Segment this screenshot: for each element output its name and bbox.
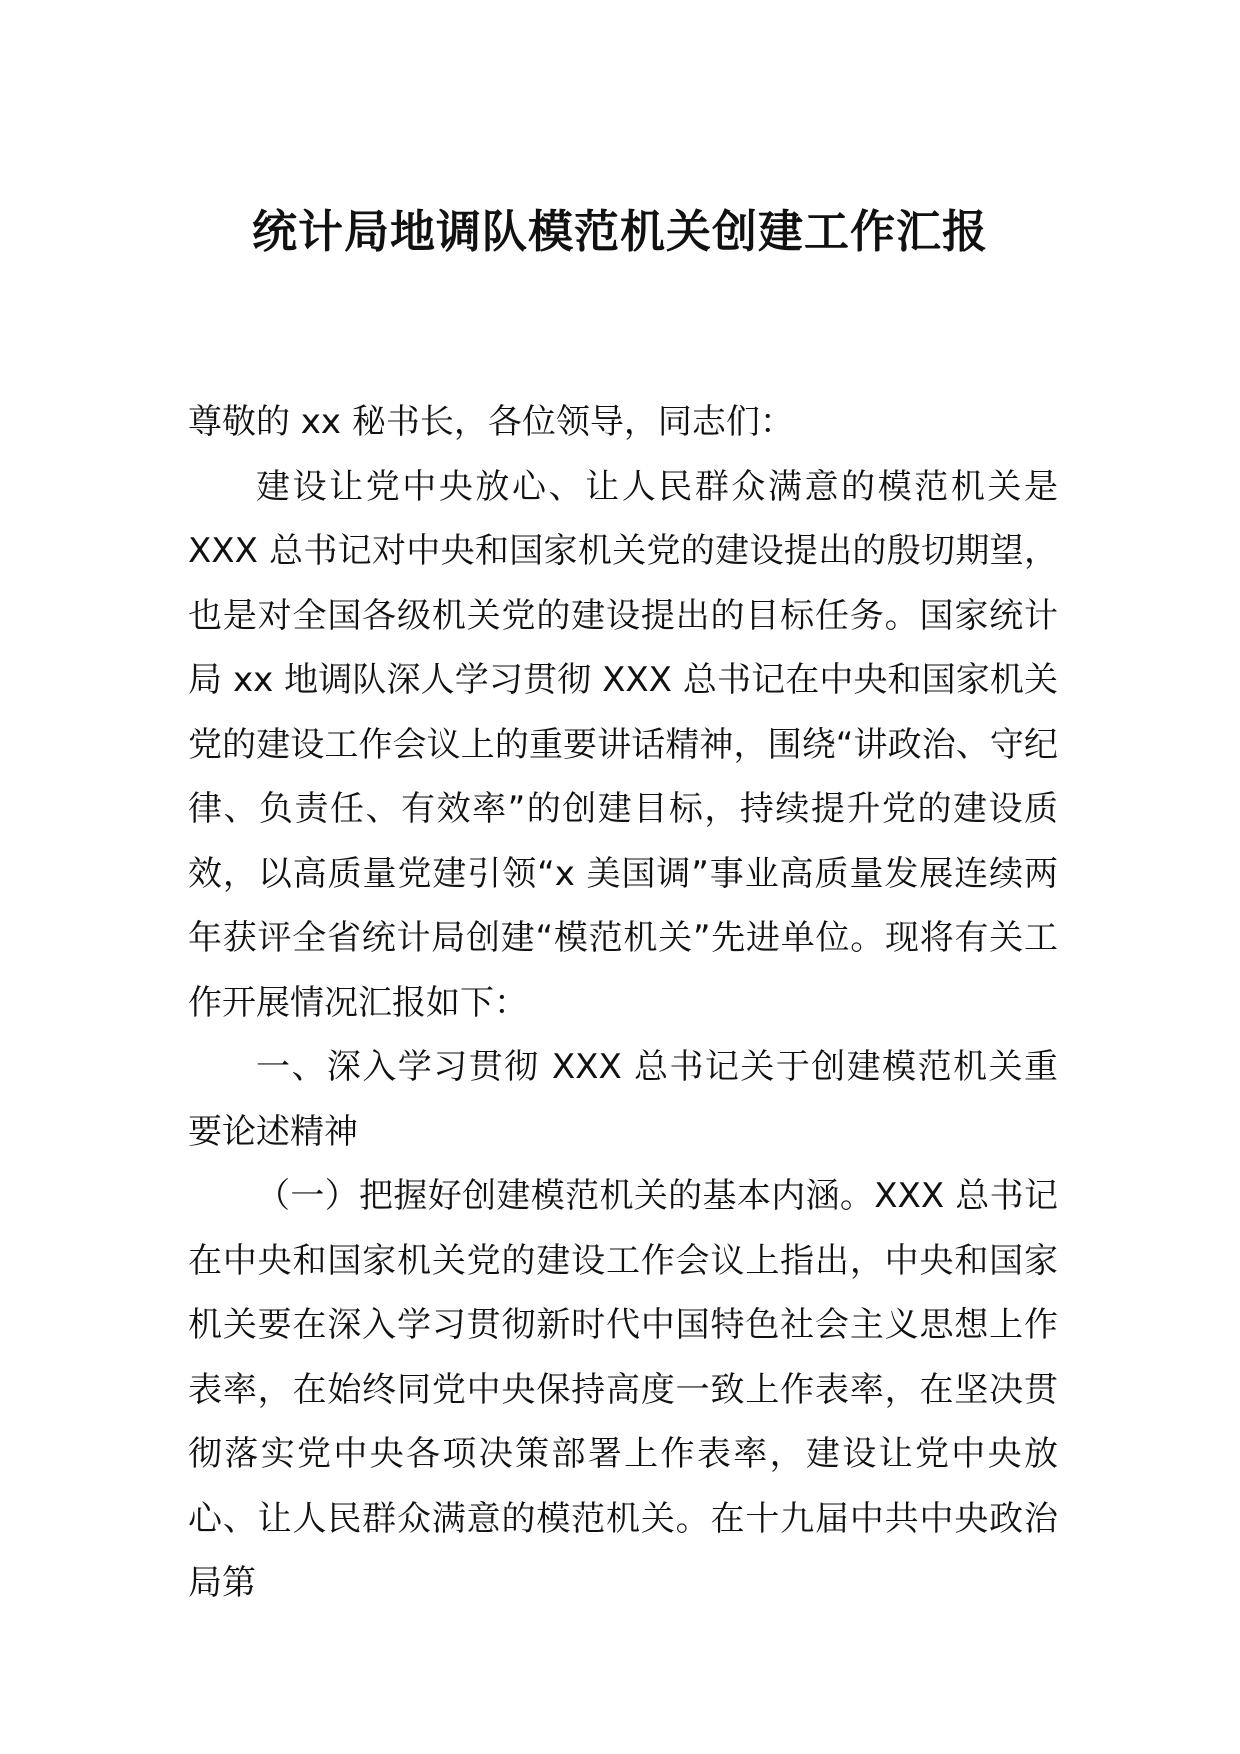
salutation: 尊敬的 xx 秘书长，各位领导，同志们： [188,402,794,442]
paragraph-subsection-1: （一）把握好创建模范机关的基本内涵。XXX 总书记在中央和国家机关党的建设工作会议上指出，中央和国家机关要在深入学习贯彻新时代中国特色社会主义思想上作表率，在始终同党中央保持高度一致上作表率，在坚决贯彻落实党中央各项决策部署上作表率，建设让党中央放心、让人民群众满意的模范机关。在十九届中共中央政治局第 [188,1176,1058,1603]
paragraph-intro: 建设让党中央放心、让人民群众满意的模范机关是 XXX 总书记对中央和国家机关党的建设提出的殷切期望，也是对全国各级机关党的建设提出的目标任务。国家统计局 xx 地调队深人学习贯彻 XXX 总书记在中央和国家机关党的建设工作会议上的重要讲话精神，围绕“讲政治、守纪律、负责任、有效率”的创建目标，持续提升党的建设质效，以高质量党建引领“x 美国调”事业高质量发展连续两年获评全省统计局创建“模范机关”先进单位。现将有关工作开展情况汇报如下： [188,466,1058,1023]
document-title: 统计局地调队模范机关创建工作汇报 [251,205,988,258]
section-heading-1: 一、深入学习贯彻 XXX 总书记关于创建模范机关重要论述精神 [188,1047,1058,1152]
document-body [188,390,1058,1616]
